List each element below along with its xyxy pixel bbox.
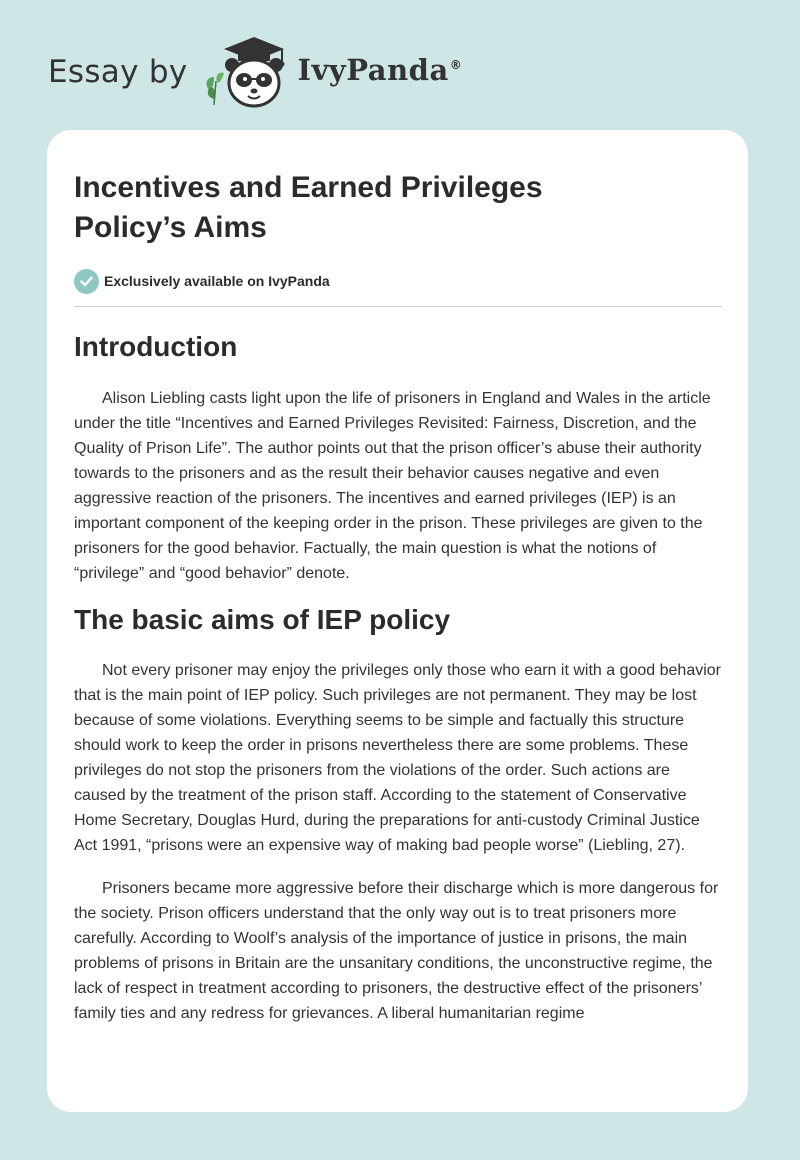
exclusive-badge	[74, 268, 722, 294]
ivy-leaf-icon	[206, 73, 223, 105]
exclusive-label: Exclusively available on IvyPanda	[104, 273, 330, 289]
brand-prefix: Essay by	[48, 54, 188, 90]
paragraph: Not every prisoner may enjoy the privileges only those who earn it with a good behavior that is the main point of IEP policy. Such privileges are not permanent. They may be lost because of some violations. Everything seems to be simple and factually this structure should work to keep the order in prisons nevertheless there are some problems. These privileges do not stop the prisoners from the violations of the order. Such actions are caused by the treatment of the prison staff. According to the statement of Conservative Home Secretary, Douglas Hurd, during the preparations for anti-custody Criminal Justice Act 1991, “prisons were an expensive way of making bad people worse” (Liebling, 27).	[74, 662, 721, 854]
article-title: Incentives and Earned Privileges Policy’s Aims	[74, 171, 543, 244]
article-card	[47, 130, 748, 1112]
site-header	[48, 32, 462, 112]
registered-mark: ®	[449, 58, 463, 73]
check-icon	[74, 269, 99, 294]
section-introduction	[74, 329, 722, 586]
divider	[74, 306, 722, 307]
paragraph: Alison Liebling casts light upon the life of prisoners in England and Wales in the article under the title “Incentives and Earned Privileges Revisited: Fairness, Discretion, and the Quality of Prison Life”. The author points out that the prison officer’s abuse their authority towards to the prisoners and as the result their behavior causes negative and even aggressive reaction of the prisoners. The incentives and earned privileges (IEP) is an important component of the keeping order in the prison. These privileges are given to the prisoners for the good behavior. Factually, the main question is what the notions of “privilege” and “good behavior” denote.	[74, 390, 711, 582]
panda-logo-icon[interactable]	[200, 33, 292, 111]
section-heading: The basic aims of IEP policy	[74, 604, 451, 635]
brand-name[interactable]: IvyPanda®	[297, 53, 463, 87]
section-iep-aims	[74, 602, 722, 1026]
section-heading: Introduction	[74, 331, 238, 362]
paragraph: Prisoners became more aggressive before their discharge which is more dangerous for the society. Prison officers understand that the only way out is to treat prisoners more carefully. According to Woolf’s analysis of the importance of justice in prisons, the main problems of prisons in Britain are the unsanitary conditions, the unconstructive regime, the lack of respect in treatment according to prisoners, the destructive effect of the prisoners’ family ties and any redress for grievances. A liberal humanitarian regime	[74, 880, 719, 1022]
